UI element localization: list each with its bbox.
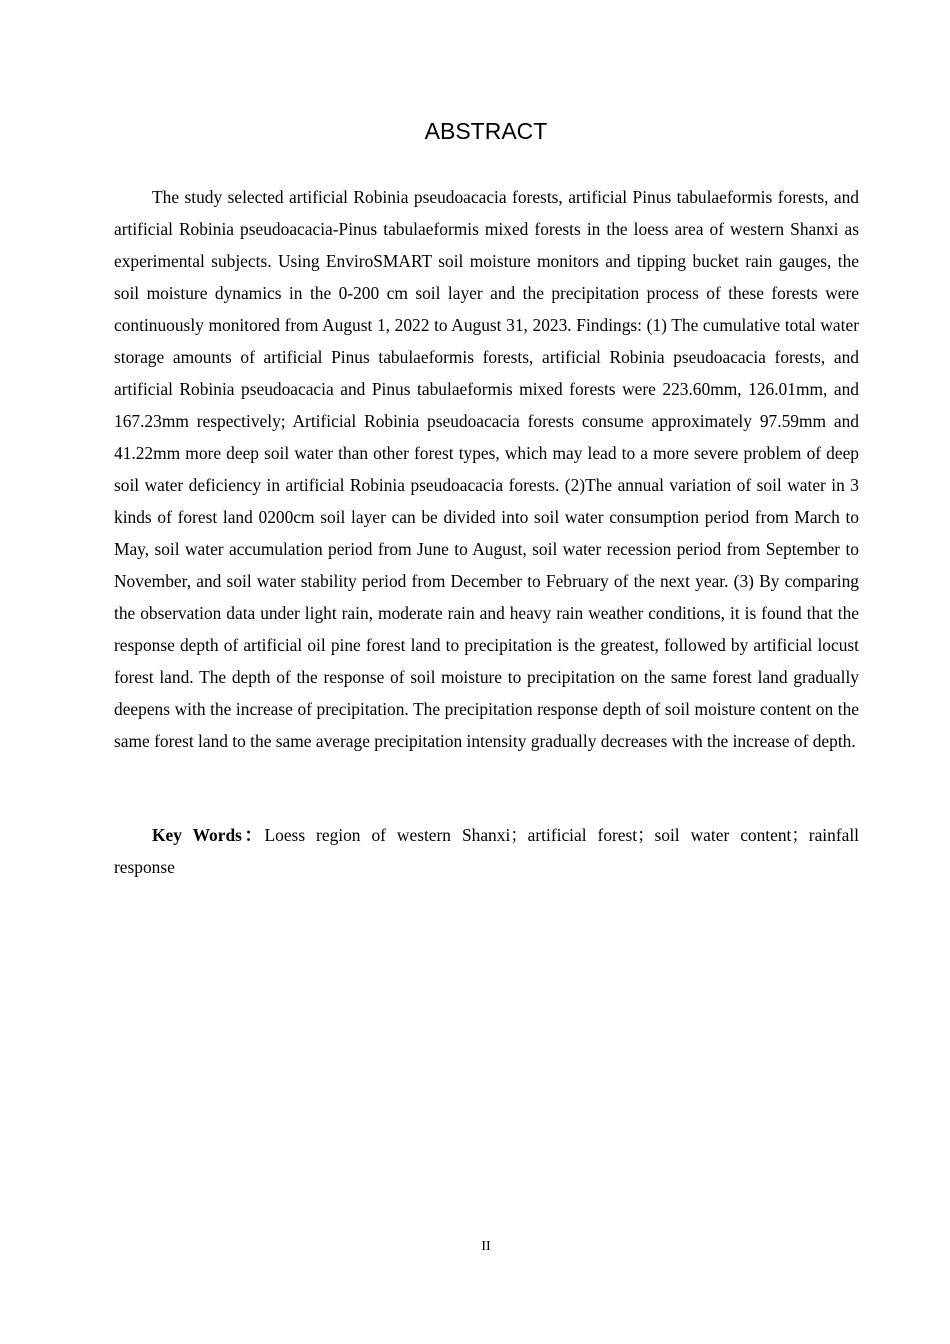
keywords-label: Key Words： <box>152 825 265 845</box>
abstract-body: The study selected artificial Robinia pseudoacacia forests, artificial Pinus tabulaeformis forests, and artificial Robinia pseudoacacia-Pinus tabulaeformis mixed forests in the loess area of western Shanxi as experimental subjects. Using EnviroSMART soil moisture monitors and tipping bucket rain gauges, the soil moisture dynamics in the 0-200 cm soil layer and the precipitation process of these forests were continuously monitored from August 1, 2022 to August 31, 2023. Findings: (1) The cumulative total water storage amounts of artificial Pinus tabulaeformis forests, artificial Robinia pseudoacacia forests, and artificial Robinia pseudoacacia and Pinus tabulaeformis mixed forests were 223.60mm, 126.01mm, and 167.23mm respectively; Artificial Robinia pseudoacacia forests consume approximately 97.59mm and 41.22mm more deep soil water than other forest types, which may lead to a more severe problem of deep soil water deficiency in artificial Robinia pseudoacacia forests. (2)The annual variation of soil water in 3 kinds of forest land 0200cm soil layer can be divided into soil water consumption period from March to May, soil water accumulation period from June to August, soil water recession period from September to November, and soil water stability period from December to February of the next year. (3) By comparing the observation data under light rain, moderate rain and heavy rain weather conditions, it is found that the response depth of artificial oil pine forest land to precipitation is the greatest, followed by artificial locust forest land. The depth of the response of soil moisture to precipitation on the same forest land gradually deepens with the increase of precipitation. The precipitation response depth of soil moisture content on the same forest land to the same average precipitation intensity gradually decreases with the increase of depth. <box>114 187 859 751</box>
abstract-title: ABSTRACT <box>424 118 548 144</box>
keywords-paragraph <box>114 819 859 883</box>
keywords-text: Loess region of western Shanxi；artificial forest；soil water content；rainfall response <box>114 825 859 877</box>
page-number: II <box>481 1239 491 1254</box>
